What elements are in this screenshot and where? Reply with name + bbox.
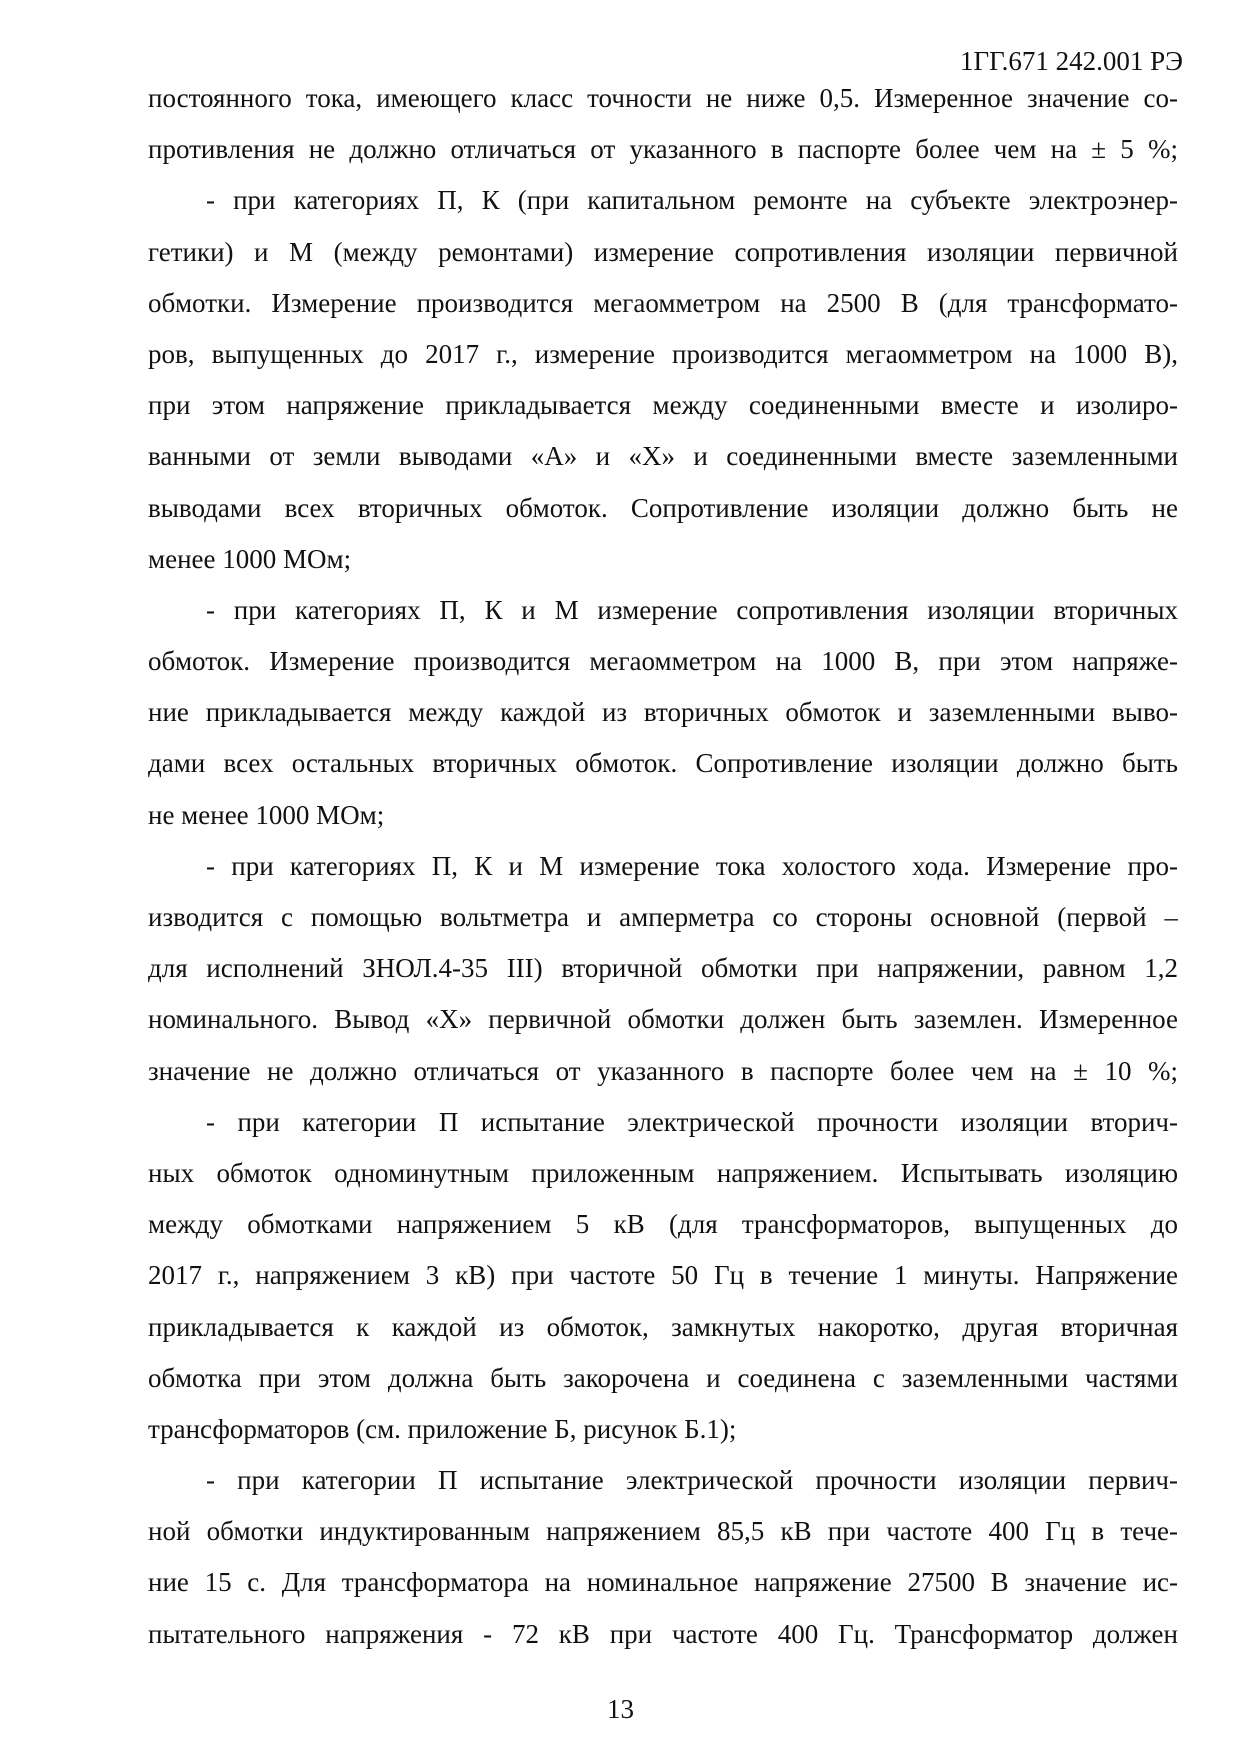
text-line: ных обмоток одноминутным приложенным напряжением. Испытывать изоляцию	[148, 1157, 1178, 1188]
list-item-line: - при категориях П, К и М измерение тока холостого хода. Измерение про-	[206, 850, 1178, 881]
list-item-line: - при категории П испытание электрической прочности изоляции вторич-	[206, 1106, 1178, 1137]
text-line: ров, выпущенных до 2017 г., измерение производится мегаомметром на 1000 В),	[148, 338, 1178, 369]
text-line: при этом напряжение прикладывается между соединенными вместе и изолиро-	[148, 390, 1178, 421]
text-line: обмотки. Измерение производится мегаомметром на 2500 В (для трансформато-	[148, 287, 1178, 318]
body-text	[148, 78, 1178, 1665]
list-item-line: - при категории П испытание электрической прочности изоляции первич-	[206, 1465, 1178, 1496]
text-line: номинального. Вывод «Х» первичной обмотки должен быть заземлен. Измеренное	[148, 1004, 1178, 1035]
text-line: прикладывается к каждой из обмоток, замкнутых накоротко, другая вторичная	[148, 1311, 1178, 1342]
text-line: обмоток. Измерение производится мегаомметром на 1000 В, при этом напряже-	[148, 646, 1178, 677]
text-line: ние 15 с. Для трансформатора на номинальное напряжение 27500 В значение ис-	[148, 1567, 1178, 1598]
text-line: трансформаторов (см. приложение Б, рисунок Б.1);	[148, 1413, 737, 1444]
text-line: ние прикладывается между каждой из вторичных обмоток и заземленными выво-	[148, 697, 1178, 728]
text-line: для исполнений ЗНОЛ.4-35 III) вторичной обмотки при напряжении, равном 1,2	[148, 953, 1178, 984]
text-line: значение не должно отличаться от указанного в паспорте более чем на ± 10 %;	[148, 1055, 1178, 1086]
page-number: 13	[607, 1694, 634, 1724]
text-line: ванными от земли выводами «А» и «Х» и соединенными вместе заземленными	[148, 441, 1178, 472]
text-line: ной обмотки индуктированным напряжением 85,5 кВ при частоте 400 Гц в тече-	[148, 1516, 1178, 1547]
text-line: выводами всех вторичных обмоток. Сопротивление изоляции должно быть не	[148, 492, 1178, 523]
text-line: гетики) и М (между ремонтами) измерение сопротивления изоляции первичной	[148, 236, 1178, 267]
document-code: 1ГГ.671 242.001 РЭ	[959, 46, 1183, 76]
text-line: 2017 г., напряжением 3 кВ) при частоте 50 Гц в течение 1 минуты. Напряжение	[148, 1260, 1178, 1291]
list-item-line: - при категориях П, К и М измерение сопротивления изоляции вторичных	[206, 594, 1178, 625]
list-item-line: - при категориях П, К (при капитальном ремонте на субъекте электроэнер-	[206, 185, 1178, 216]
text-line: дами всех остальных вторичных обмоток. Сопротивление изоляции должно быть	[148, 748, 1178, 779]
text-line: между обмотками напряжением 5 кВ (для трансформаторов, выпущенных до	[148, 1209, 1178, 1240]
text-line: противления не должно отличаться от указанного в паспорте более чем на ± 5 %;	[148, 134, 1178, 165]
text-line: постоянного тока, имеющего класс точности не ниже 0,5. Измеренное значение со-	[148, 83, 1178, 113]
text-line: обмотка при этом должна быть закорочена и соединена с заземленными частями	[148, 1362, 1178, 1393]
text-line: не менее 1000 МОм;	[148, 799, 385, 830]
text-line: менее 1000 МОм;	[148, 543, 352, 574]
text-line: изводится с помощью вольтметра и амперметра со стороны основной (первой –	[148, 902, 1178, 932]
text-line: пытательного напряжения - 72 кВ при частоте 400 Гц. Трансформатор должен	[148, 1618, 1178, 1649]
